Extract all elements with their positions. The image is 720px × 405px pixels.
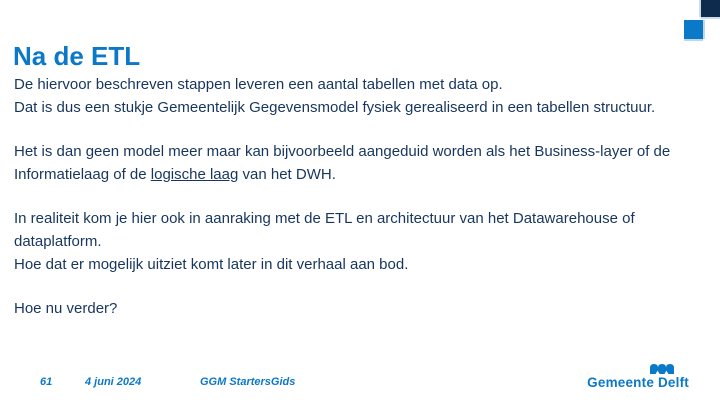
slide-date: 4 juni 2024 bbox=[85, 376, 142, 388]
corner-square-dark bbox=[701, 0, 720, 17]
document-title: GGM StartersGids bbox=[200, 376, 296, 388]
page-title: Na de ETL bbox=[13, 41, 141, 72]
text-line: In realiteit kom je hier ook in aanraking met de ETL en architectuur van het Datawarehouse of bbox=[14, 210, 635, 227]
paragraph-3 bbox=[14, 207, 700, 276]
text-line: De hiervoor beschreven stappen leveren een aantal tabellen met data op. bbox=[14, 76, 503, 93]
slide-body bbox=[14, 73, 700, 341]
text-line: Hoe nu verder? bbox=[14, 300, 118, 317]
logo-label: Gemeente Delft bbox=[587, 375, 689, 390]
paragraph-4 bbox=[14, 297, 700, 320]
page-number: 61 bbox=[40, 376, 53, 388]
text-line: Dat is dus een stukje Gemeentelijk Gegevensmodel fysiek gerealiseerd in een tabellen structuur. bbox=[14, 99, 656, 116]
text-line: Hoe dat er mogelijk uitziet komt later in dit verhaal aan bod. bbox=[14, 256, 409, 273]
paragraph-2 bbox=[14, 140, 700, 186]
logische-laag-link[interactable]: logische laag bbox=[150, 166, 239, 183]
text-line: dataplatform. bbox=[14, 233, 102, 250]
link-prefix-text: Informatielaag of de bbox=[14, 166, 151, 183]
delft-wave-icon bbox=[650, 363, 674, 374]
text-line: Het is dan geen model meer maar kan bijvoorbeeld aangeduid worden als het Business-layer of de bbox=[14, 143, 671, 160]
text-line-with-link bbox=[14, 163, 700, 186]
gemeente-delft-logo bbox=[587, 363, 689, 390]
corner-square-blue bbox=[684, 20, 703, 39]
paragraph-1 bbox=[14, 73, 700, 119]
link-suffix-text: van het DWH. bbox=[238, 166, 336, 183]
